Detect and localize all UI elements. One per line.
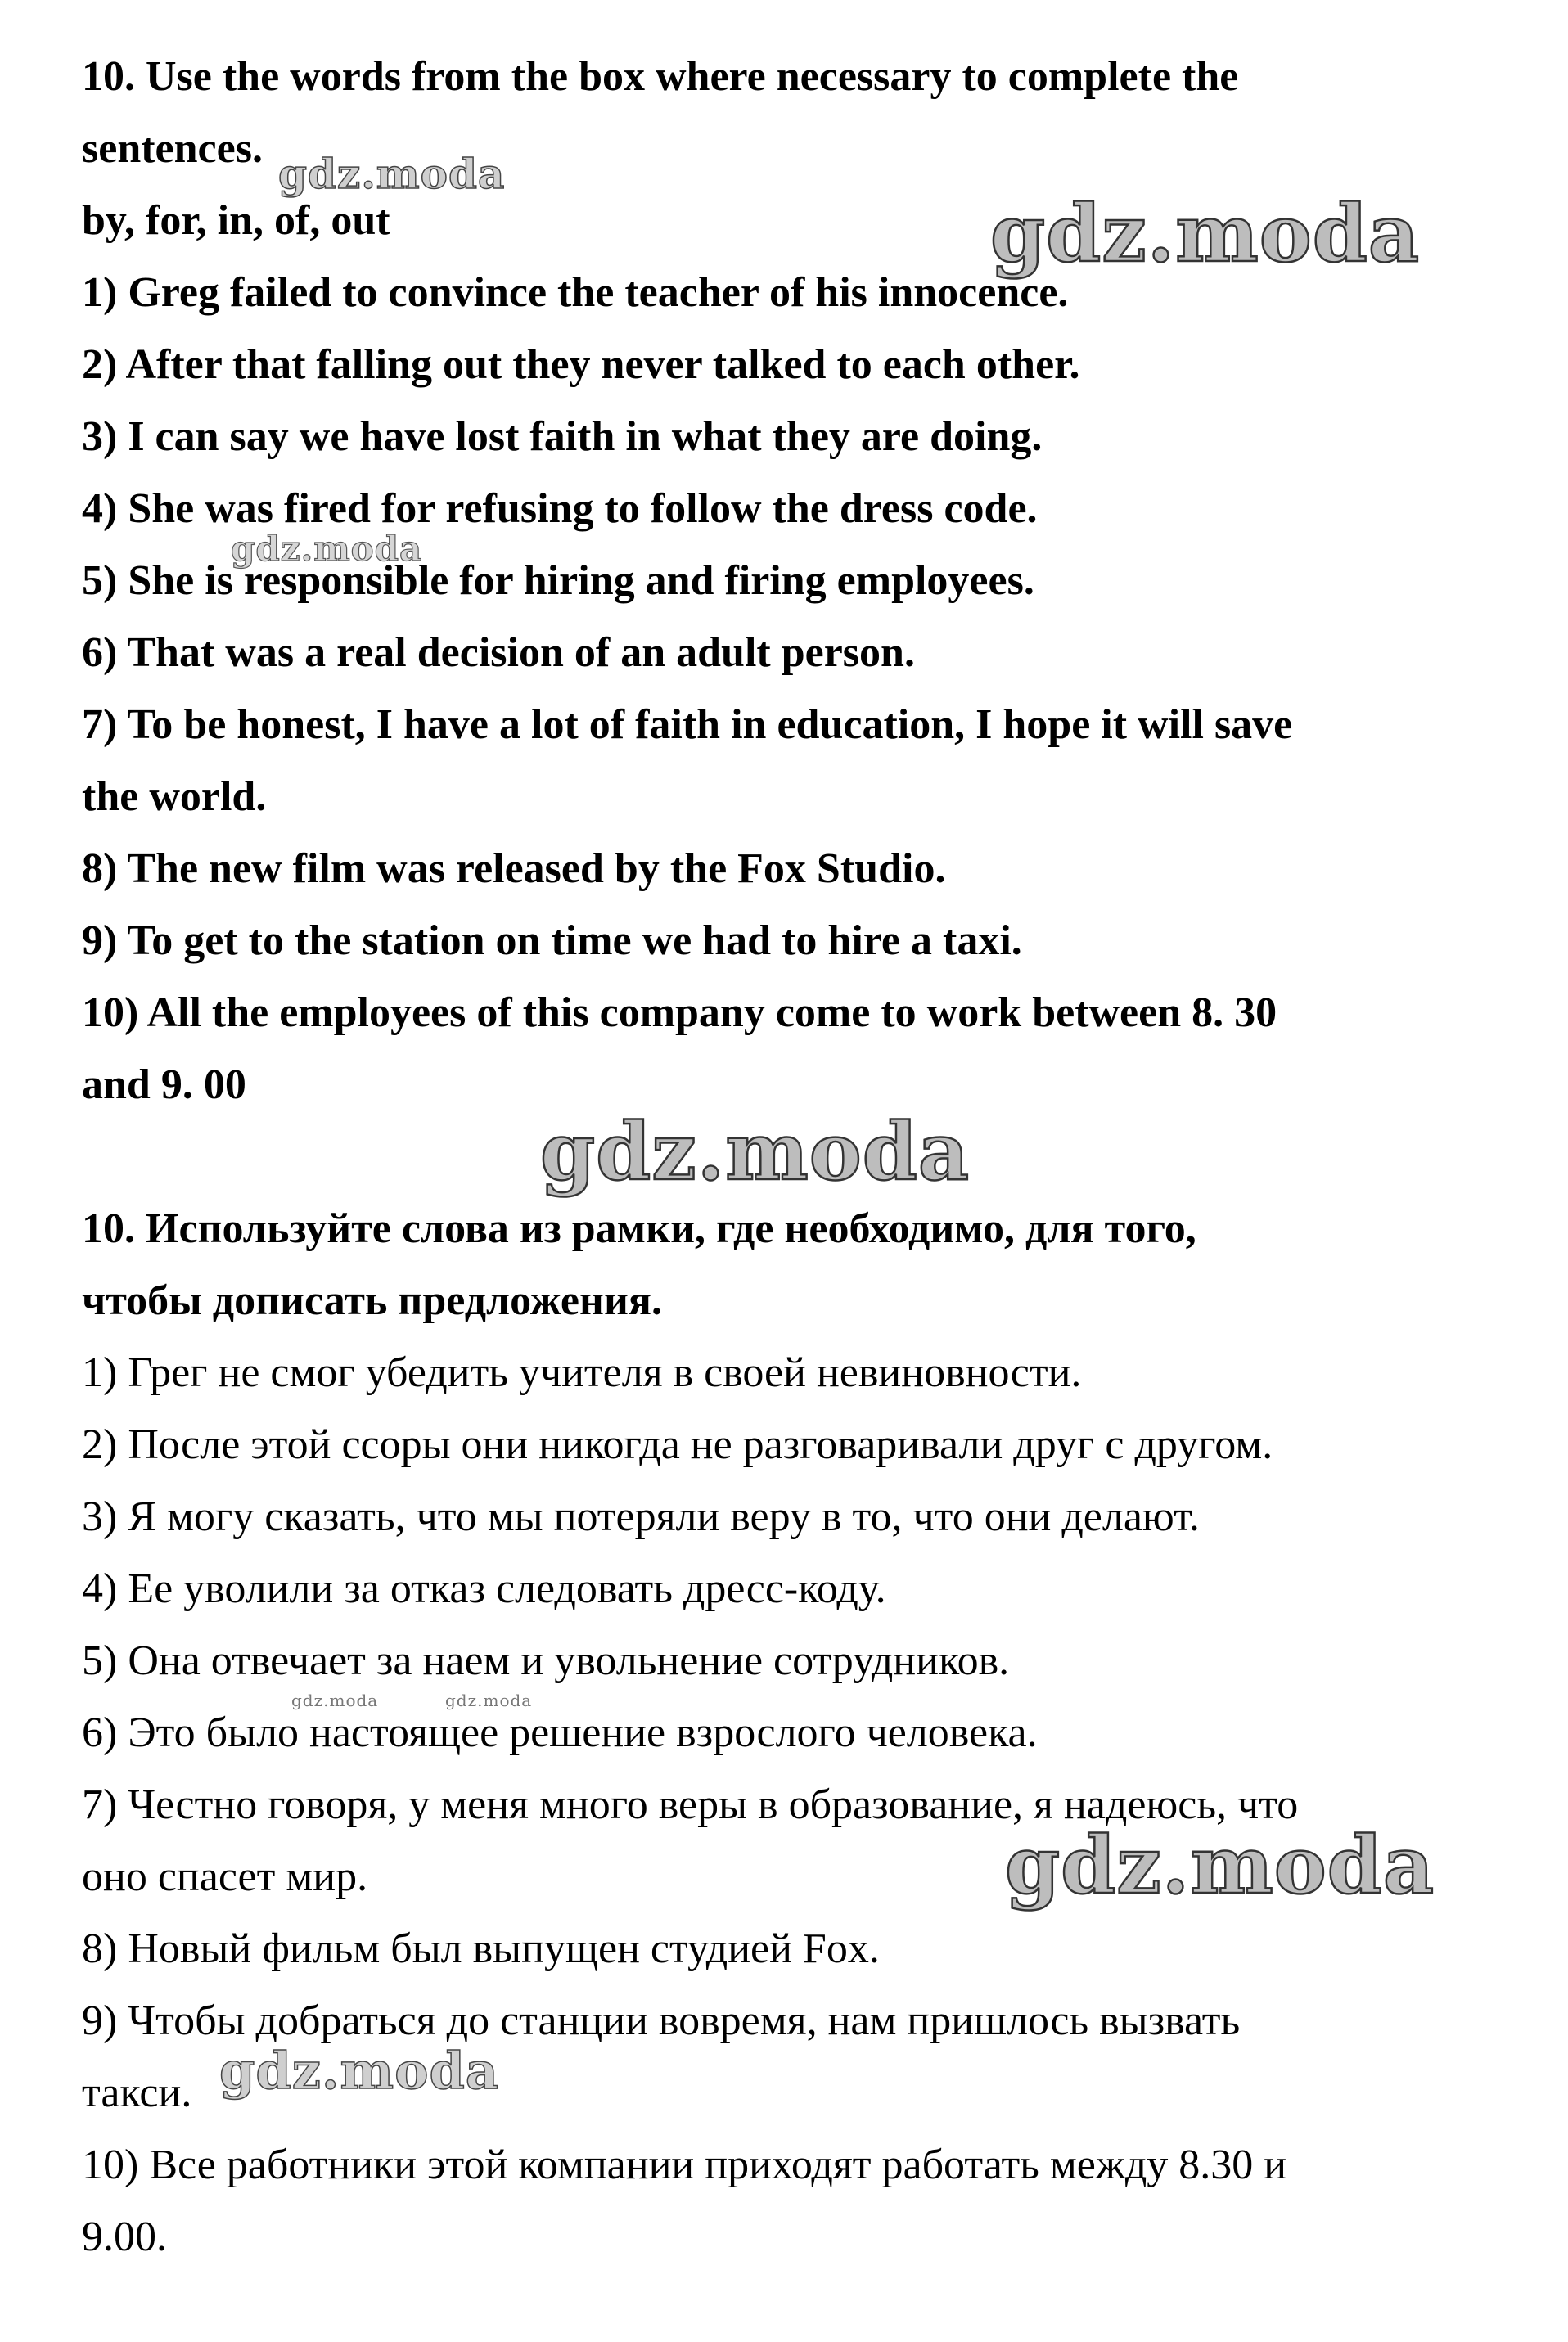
sentence-ru-cont: такси. (82, 2070, 192, 2116)
watermark-logo: gdz.moda (278, 150, 506, 198)
sentence-en: 8) The new film was released by the Fox Studio. (82, 845, 946, 892)
sentence-en: 3) I can say we have lost faith in what they are doing. (82, 413, 1043, 460)
sentence-en: 7) To be honest, I have a lot of faith in education, I hope it will save (82, 701, 1293, 748)
watermark-logo: gdz.moda (291, 1691, 379, 1710)
sentence-ru: 8) Новый фильм был выпущен студией Fox. (82, 1925, 880, 1972)
sentence-ru: 4) Ее уволили за отказ следовать дресс-коду. (82, 1565, 886, 1612)
sentence-ru-cont: 9.00. (82, 2214, 167, 2260)
watermark-logo: gdz.moda (1005, 1819, 1435, 1912)
sentence-en-cont: the world. (82, 773, 267, 820)
sentence-ru: 7) Честно говоря, у меня много веры в образование, я надеюсь, что (82, 1781, 1299, 1828)
exercise-heading-en: 10. Use the words from the box where necessary to complete the (82, 53, 1239, 100)
watermark-logo: gdz.moda (540, 1106, 971, 1198)
sentence-ru: 6) Это было настоящее решение взрослого человека. (82, 1709, 1038, 1756)
sentence-ru: 5) Она отвечает за наем и увольнение сотрудников. (82, 1637, 1010, 1684)
sentence-ru: 10) Все работники этой компании приходят работать между 8.30 и (82, 2142, 1287, 2188)
sentence-ru: 1) Грег не смог убедить учителя в своей невиновности. (82, 1349, 1082, 1396)
sentence-en-cont: and 9. 00 (82, 1061, 246, 1108)
exercise-heading-en-cont: sentences. (82, 125, 263, 172)
sentence-en: 4) She was fired for refusing to follow the dress code. (82, 485, 1038, 532)
sentence-en: 6) That was a real decision of an adult person. (82, 629, 915, 676)
exercise-heading-ru: 10. Используйте слова из рамки, где необходимо, для того, (82, 1205, 1196, 1252)
sentence-en: 5) She is responsible for hiring and firing employees. (82, 557, 1034, 604)
sentence-ru-cont: оно спасет мир. (82, 1853, 368, 1900)
sentence-ru: 9) Чтобы добраться до станции вовремя, нам пришлось вызвать (82, 1997, 1241, 2044)
watermark-logo: gdz.moda (219, 2041, 499, 2101)
exercise-heading-ru-cont: чтобы дописать предложения. (82, 1277, 663, 1324)
watermark-logo: gdz.moda (445, 1691, 533, 1710)
sentence-ru: 3) Я могу сказать, что мы потеряли веру в то, что они делают. (82, 1493, 1200, 1540)
sentence-en: 9) To get to the station on time we had to hire a taxi. (82, 917, 1022, 964)
watermark-logo: gdz.moda (231, 529, 423, 569)
sentence-en: 1) Greg failed to convince the teacher of his innocence. (82, 269, 1069, 316)
sentence-en: 2) After that falling out they never talked to each other. (82, 341, 1080, 388)
sentence-ru: 2) После этой ссоры они никогда не разговаривали друг с другом. (82, 1421, 1273, 1468)
word-box: by, for, in, of, out (82, 197, 390, 244)
sentence-en: 10) All the employees of this company come to work between 8. 30 (82, 989, 1277, 1036)
watermark-logo: gdz.moda (990, 187, 1421, 280)
